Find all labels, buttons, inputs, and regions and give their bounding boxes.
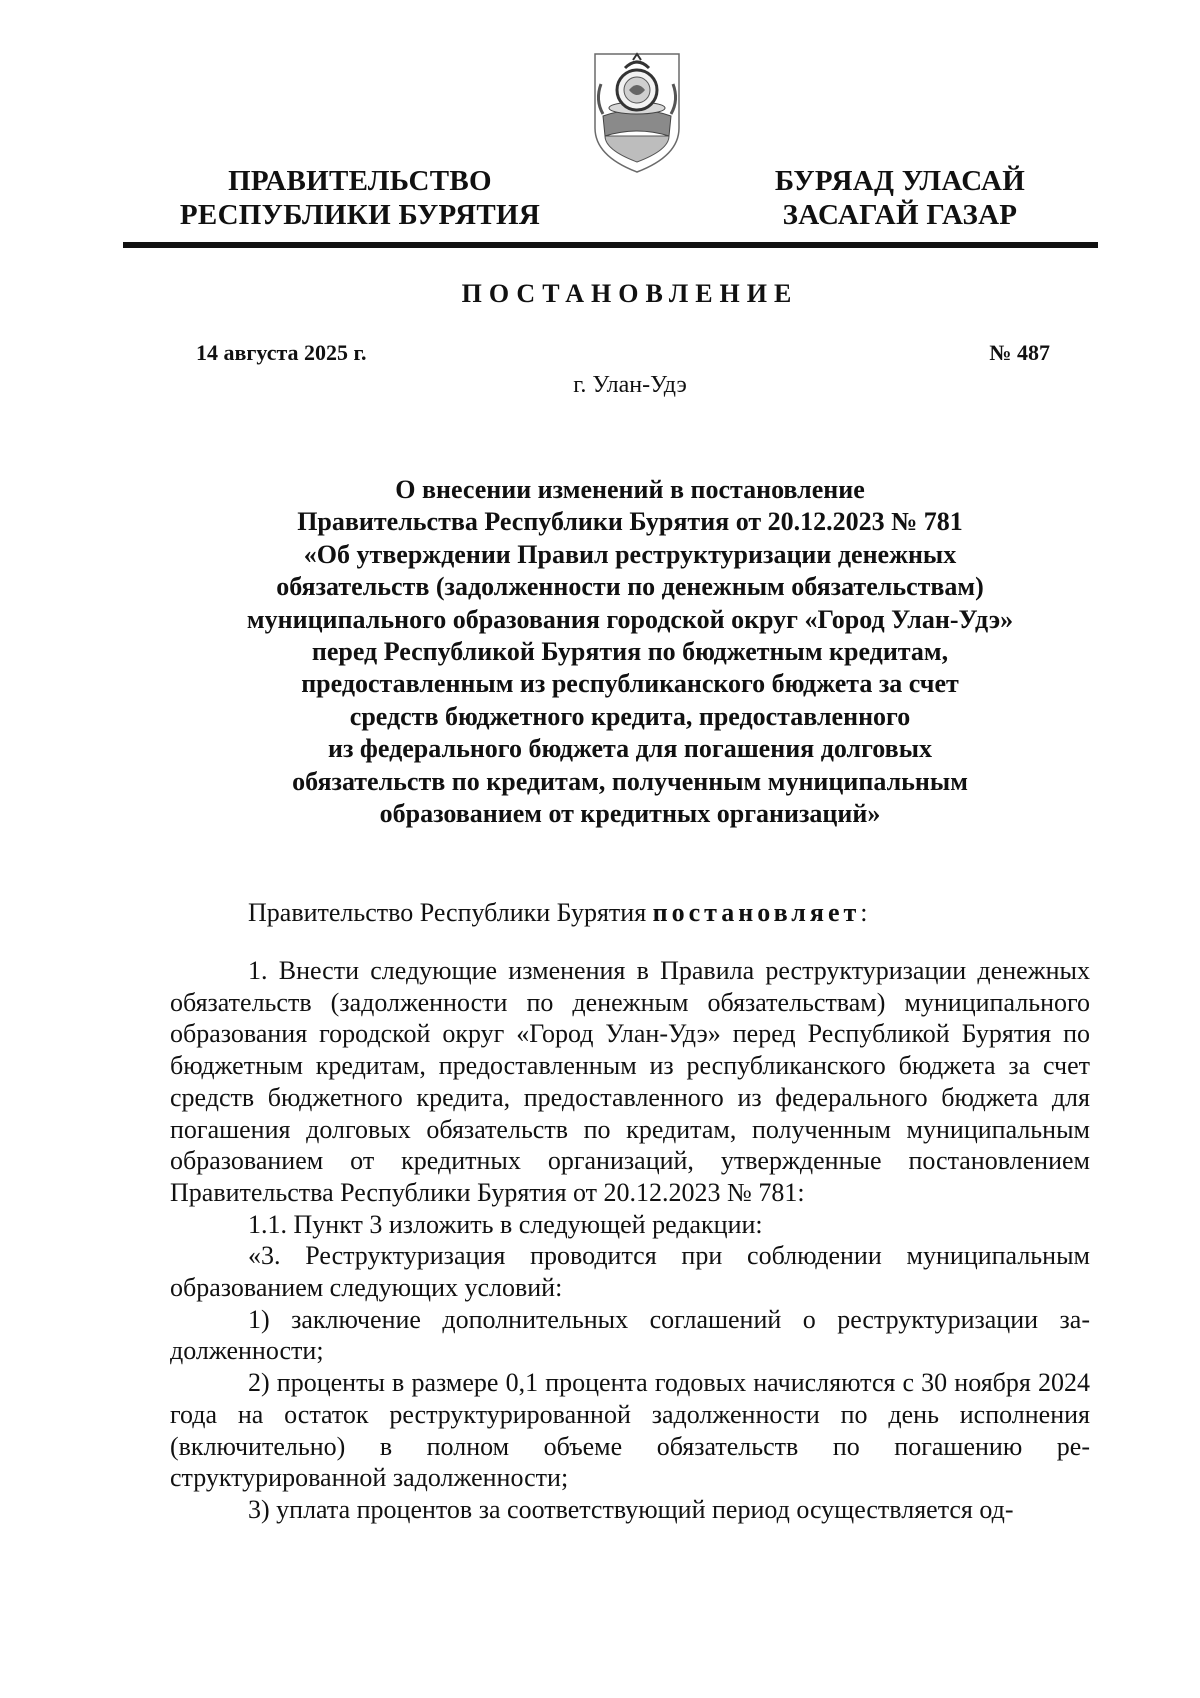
- header-divider: [123, 242, 1098, 248]
- document-title: [170, 474, 1090, 830]
- title-line: обязательств (задолженности по денежным обязательствам): [276, 572, 984, 602]
- title-line: муниципального образования городской округ «Город Улан-Удэ»: [246, 604, 1014, 634]
- body-paragraph: «3. Реструктуризация проводится при соблюдении муниципальным образованием следующих условий:: [170, 1241, 1090, 1303]
- header-right-line1: БУРЯАД УЛАСАЙ: [774, 165, 1026, 197]
- body-paragraph: 2) проценты в размере 0,1 процента годовых начисляются с 30 ноября 2024 года на остаток реструктурированной задолженности по день исполнения (включительно) в полном объеме обязательств по погашению реструктурированной задолженности;: [170, 1368, 1090, 1493]
- body-paragraph: 3) уплата процентов за соответствующий период осуществляется од-: [248, 1494, 1014, 1524]
- preamble-suffix: :: [860, 898, 868, 927]
- document-body: [170, 955, 1090, 1526]
- coat-of-arms-icon: [589, 50, 685, 178]
- body-paragraph: 1. Внести следующие изменения в Правила реструктуризации денежных обязательств (задолженности по денежным обязательствам) муниципального образования городской округ «Город Улан-Удэ» перед Республикой Бурятия по бюджетным кредитам, предоставленным из республиканского бюджета за счет средств бюджетного кредита, предоставленного из федерального бюджета для погашения долговых обязательств по кредитам, полученным муниципальным образованием от кредитных организаций, утвержденные постановлением Правительства Республики Бурятия от 20.12.2023 № 781:: [170, 956, 1090, 1207]
- title-line: средств бюджетного кредита, предоставленного: [349, 701, 911, 731]
- title-line: «Об утверждении Правил реструктуризации денежных: [303, 539, 957, 569]
- title-line: образованием от кредитных организаций»: [379, 799, 881, 829]
- header-right-line2: ЗАСАГАЙ ГАЗАР: [782, 199, 1018, 231]
- title-line: перед Республикой Бурятия по бюджетным кредитам,: [311, 637, 949, 667]
- header-left: [150, 164, 570, 232]
- title-line: обязательств по кредитам, полученным муниципальным: [292, 766, 968, 796]
- header-right: [730, 164, 1070, 232]
- title-line: Правительства Республики Бурятия от 20.12.2023 № 781: [297, 507, 963, 537]
- title-line: О внесении изменений в постановление: [395, 475, 865, 504]
- preamble-prefix: Правительство Республики Бурятия: [248, 898, 653, 927]
- title-line: предоставленным из республиканского бюджета за счет: [301, 669, 959, 699]
- body-paragraph: 1.1. Пункт 3 изложить в следующей редакции:: [248, 1209, 763, 1239]
- header-left-line2: РЕСПУБЛИКИ БУРЯТИЯ: [179, 199, 541, 231]
- document-date: 14 августа 2025 г.: [196, 340, 367, 365]
- document-city: г. Улан-Удэ: [573, 372, 687, 398]
- header-left-line1: ПРАВИТЕЛЬСТВО: [228, 165, 492, 197]
- document-number: № 487: [989, 340, 1050, 365]
- document-type: ПОСТАНОВЛЕНИЕ: [461, 279, 799, 308]
- body-paragraph: 1) заключение дополнительных соглашений о реструктуризации задолженности;: [170, 1304, 1090, 1366]
- title-line: из федерального бюджета для погашения долговых: [327, 734, 932, 764]
- preamble: [248, 898, 868, 928]
- preamble-keyword: постановляет: [652, 898, 861, 927]
